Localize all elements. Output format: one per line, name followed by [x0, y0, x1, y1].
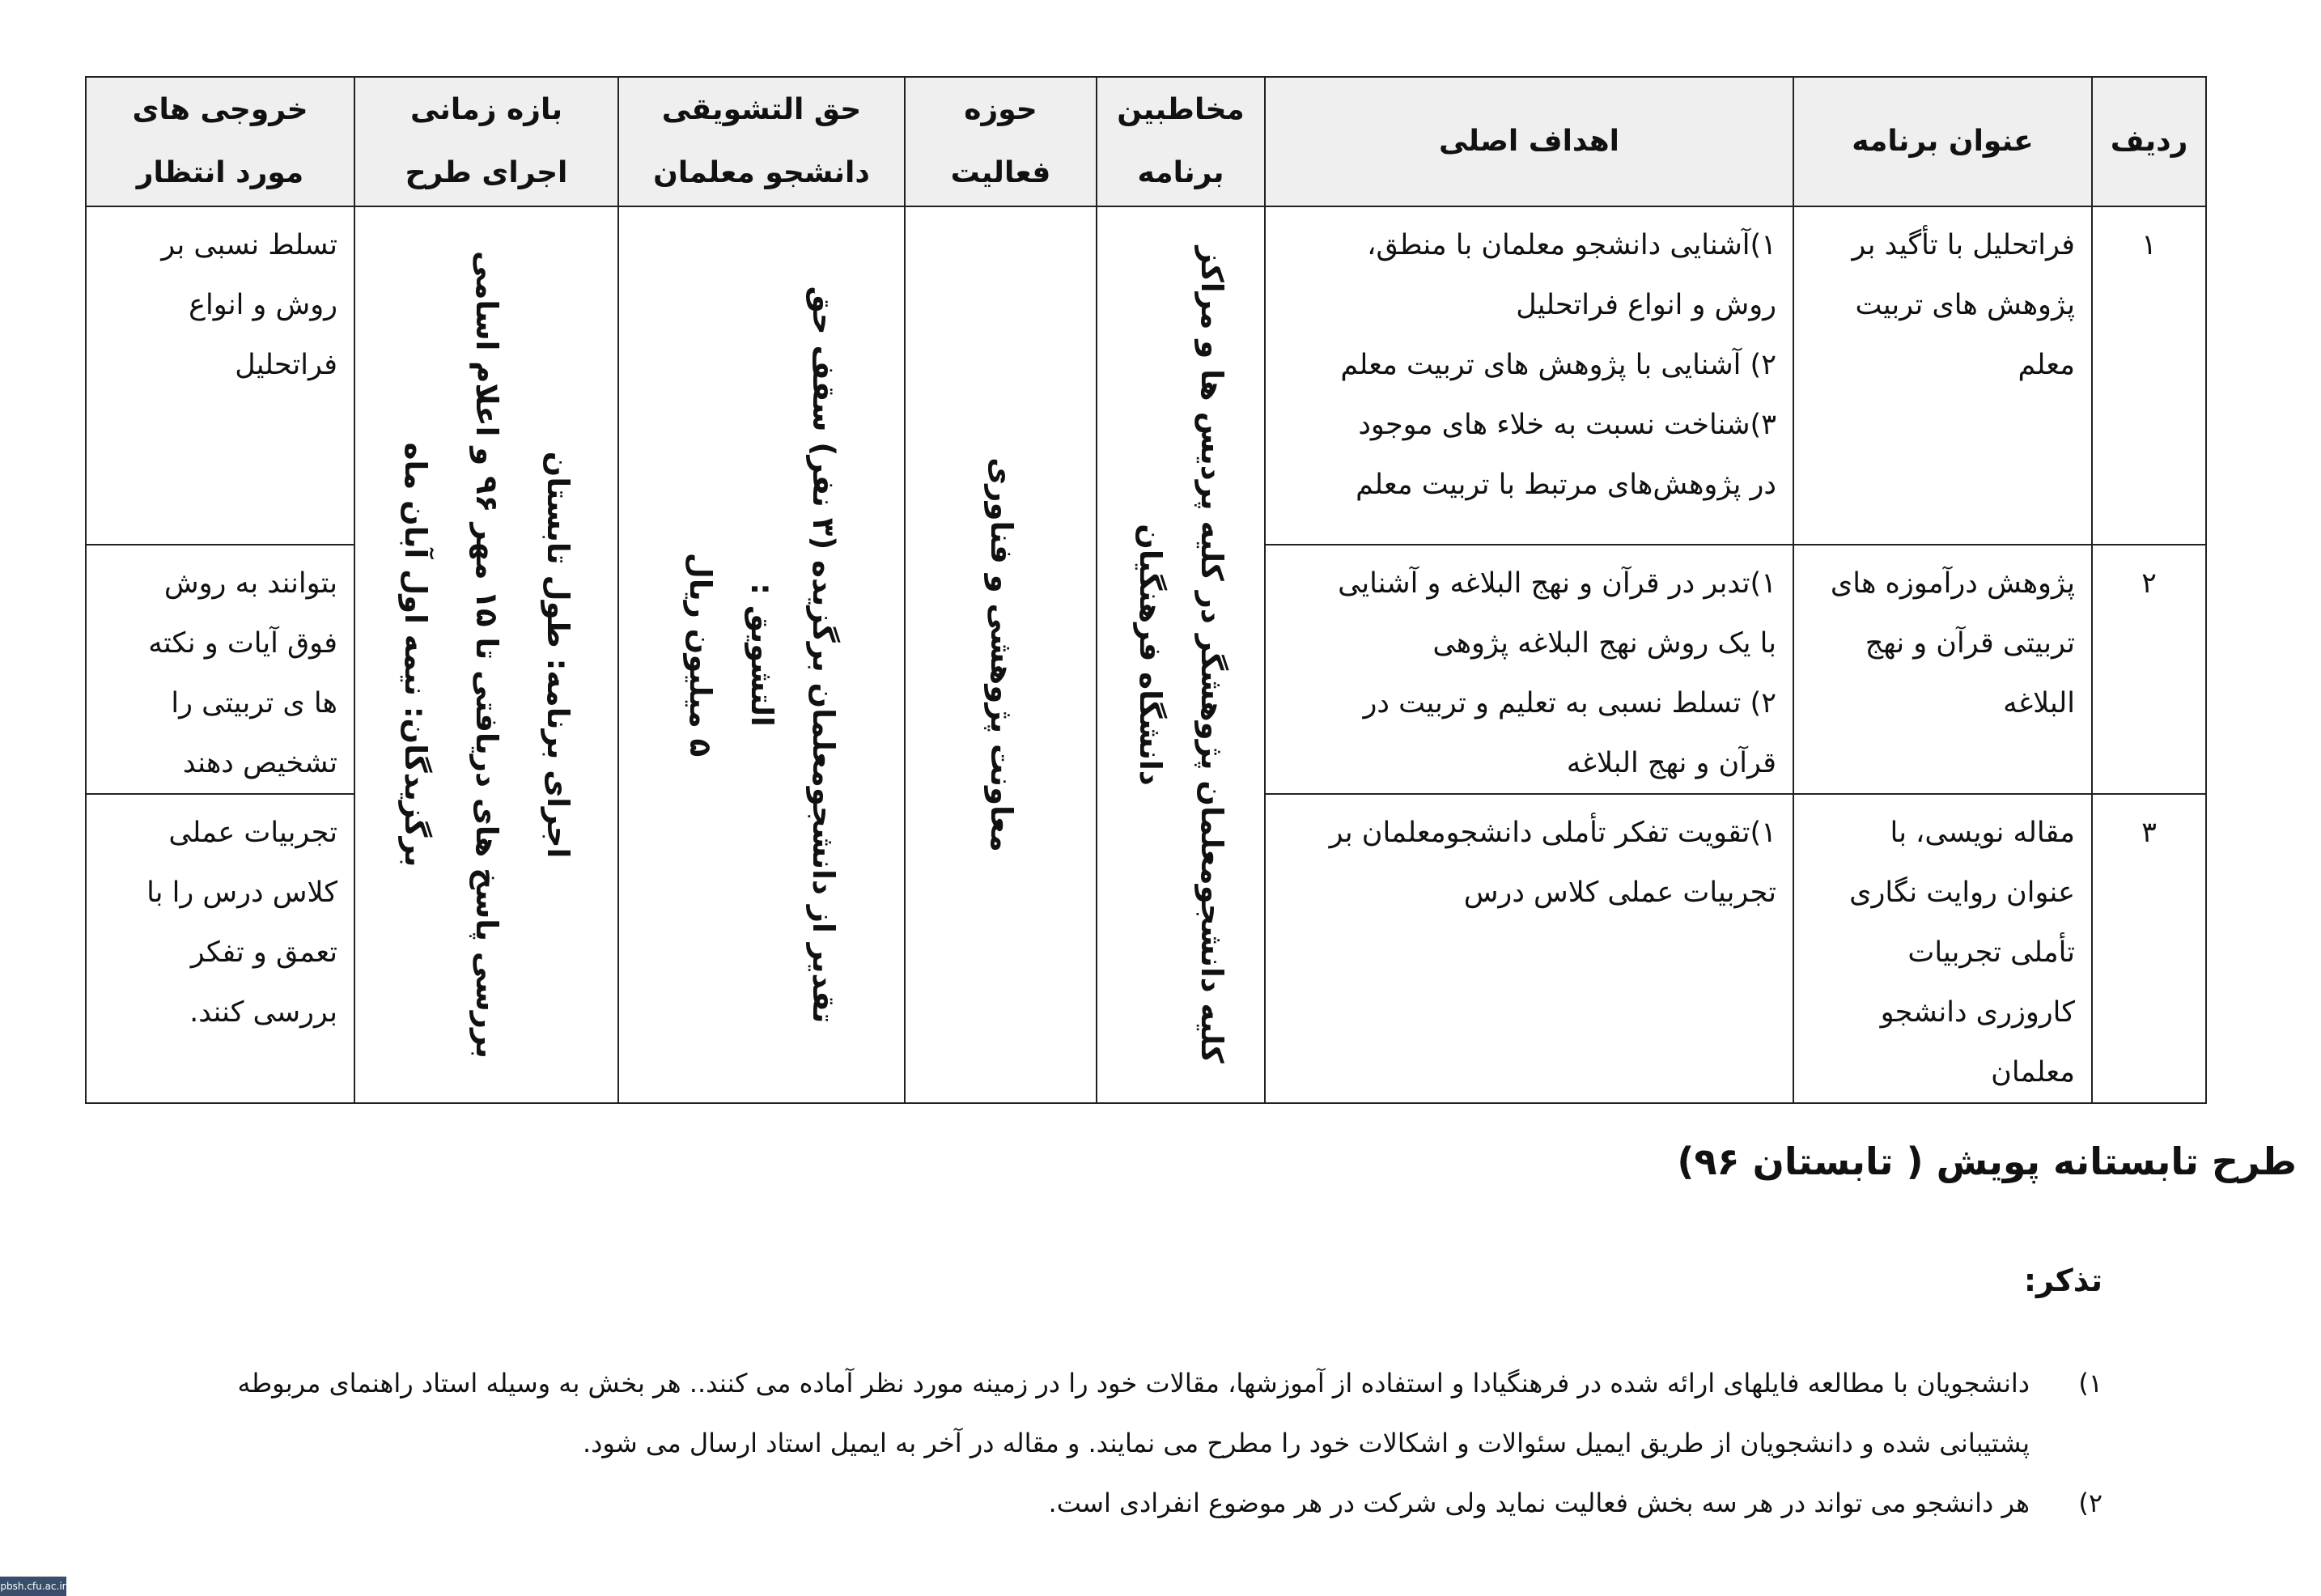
note-text: هر دانشجو می تواند در هر سه بخش فعالیت نماید ولی شرکت در هر موضوع انفرادی است. — [1048, 1488, 2030, 1518]
program-table — [85, 76, 2207, 1104]
row-goals: ۱)آشنایی دانشجو معلمان با منطق، روش و انواع فراتحلیل ۲) آشنایی با پژوهش های تربیت معلم ۳)شناخت نسبت به خلاء های موجود در پژوهش‌های مرتبط با تربیت معلم — [1265, 206, 1793, 545]
note-heading: تذکر: — [2023, 1263, 2102, 1298]
notes-list — [85, 1353, 2102, 1533]
period-text: اجرای برنامه: طول تابستان بررسی پاسخ های دریافتی تا ۱۵ مهر ۹۶ و اعلام اسامی برگزیدگان: نیمه اول آبان ماه — [398, 251, 575, 1059]
header-audience: مخاطبین برنامه — [1097, 77, 1265, 206]
row-title: فراتحلیل با تأگید بر پژوهش های تربیت معلم — [1793, 206, 2092, 545]
header-goals: اهداف اصلی — [1265, 77, 1793, 206]
row-number: ۳ — [2092, 794, 2206, 1103]
note-number: ۱) — [2078, 1368, 2102, 1399]
audience-text: کلیه دانشجومعلمان پژوهشگر در کلیه پردیس ها و مراکز دانشگاه فرهنگیان — [1133, 246, 1229, 1063]
row-goals: ۱)تدبر در قرآن و نهج البلاغه و آشنایی با یک روش نهج البلاغه پژوهی ۲) تسلط نسبی به تعلیم و تربیت در قرآن و نهج البلاغه — [1265, 545, 1793, 794]
header-field: حوزه فعالیت — [905, 77, 1097, 206]
audience-cell — [1097, 206, 1265, 1103]
row-goals: ۱)تقویت تفکر تأملی دانشجومعلمان بر تجربیات عملی کلاس درس — [1265, 794, 1793, 1103]
row-title: پژوهش درآموزه های تربیتی قرآن و نهج البلاغه — [1793, 545, 2092, 794]
field-cell — [905, 206, 1097, 1103]
header-outputs: خروجی های مورد انتظار — [86, 77, 354, 206]
table-row — [86, 206, 2206, 545]
header-period: بازه زمانی اجرای طرح — [354, 77, 618, 206]
list-item — [85, 1353, 2102, 1473]
period-cell — [354, 206, 618, 1103]
row-title: مقاله نویسی، با عنوان روایت نگاری تأملی تجربیات کاروزری دانشجو معلمان — [1793, 794, 2092, 1103]
row-output: تجربیات عملی کلاس درس را با تعمق و تفکر بررسی کنند. — [86, 794, 354, 1103]
incentive-cell — [618, 206, 905, 1103]
site-watermark: pbsh.cfu.ac.ir — [0, 1577, 66, 1596]
header-incentive: حق التشویقی دانشجو معلمان — [618, 77, 905, 206]
note-number: ۲) — [2078, 1488, 2102, 1518]
incentive-text: تقدیر از دانشجومعلمان برگزیده (۳ نفر) سقف حق التشویق : ۵ میلیون ریال — [683, 286, 841, 1024]
row-output: تسلط نسبی بر روش و انواع فراتحلیل — [86, 206, 354, 545]
header-title: عنوان برنامه — [1793, 77, 2092, 206]
note-text: دانشجویان با مطالعه فایلهای ارائه شده در فرهنگیادا و استفاده از آموزشها، مقالات خود را در زمینه مورد نظر آماده می کنند.. هر بخش به وسیله استاد راهنمای مربوطه پشتیبانی شده و دانشجویان از طریق ایمیل سئوالات و اشکالات خود را مطرح می نمایند. و مقاله در آخر به ایمیل استاد ارسال می شود. — [237, 1368, 2030, 1458]
header-radif: ردیف — [2092, 77, 2206, 206]
field-text: معاونت پژوهشی و فناوری — [983, 457, 1019, 852]
page-title: طرح تابستانه پویش ( تابستان ۹۶) — [1677, 1140, 2297, 1183]
row-number: ۲ — [2092, 545, 2206, 794]
row-output: بتوانند به روش فوق آیات و نکته ها ی تربیتی را تشخیص دهند — [86, 545, 354, 794]
list-item — [85, 1473, 2102, 1533]
row-number: ۱ — [2092, 206, 2206, 545]
table-header-row — [86, 77, 2206, 206]
